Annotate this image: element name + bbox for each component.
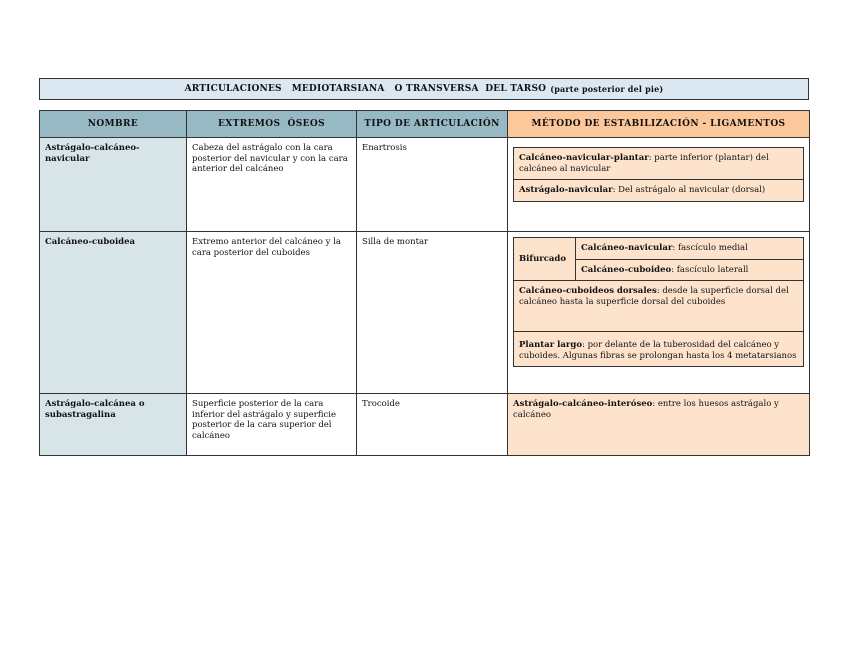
- table-row: [40, 138, 810, 232]
- row-nombre: Calcáneo-cuboidea: [40, 232, 187, 394]
- ligament-name: Calcáneo-cuboideos dorsales: [519, 286, 657, 296]
- row-ligamentos: [508, 138, 810, 232]
- header-tipo: TIPO DE ARTICULACIÓN: [357, 111, 508, 138]
- document-title-box: [39, 78, 809, 100]
- ligament-desc: : fascículo laterall: [671, 264, 749, 275]
- row-nombre: Astrágalo-calcánea o subastragalina: [40, 394, 187, 456]
- header-metodo: MÉTODO DE ESTABILIZACIÓN - LIGAMENTOS: [508, 111, 810, 138]
- bifurcado-item: [576, 259, 804, 281]
- header-extremos: EXTREMOS ÓSEOS: [187, 111, 357, 138]
- ligament-box: [513, 180, 804, 202]
- row-extremos: Cabeza del astrágalo con la cara posterior del navicular y con la cara anterior del calcáneo: [187, 138, 357, 232]
- ligament-box: [513, 281, 804, 332]
- title-main: ARTICULACIONES MEDIOTARSIANA O TRANSVERSA DEL TARSO: [184, 84, 547, 94]
- ligament-name: Astrágalo-calcáneo-interóseo: [513, 399, 653, 409]
- row-tipo: Trocoide: [357, 394, 508, 456]
- ligament-name: Calcáneo-cuboideo: [581, 264, 672, 275]
- table-row: [40, 232, 810, 394]
- ligament-name: Plantar largo: [519, 340, 583, 350]
- row-extremos: Superficie posterior de la cara inferior del astrágalo y superficie posterior de la cara superior del calcáneo: [187, 394, 357, 456]
- ligament-box: [513, 332, 804, 367]
- row-ligamentos: [508, 232, 810, 394]
- title-sub: (parte posterior del pie): [550, 84, 664, 94]
- ligament-desc: : parte inferior (plantar) del calcáneo al navicular: [519, 153, 769, 174]
- ligament-desc: : desde la superficie dorsal del calcáneo hasta la superficie dorsal del cuboides: [519, 286, 789, 307]
- bifurcado-item: [576, 238, 804, 260]
- ligament-name: Calcáneo-navicular: [581, 243, 673, 253]
- table-header-row: [40, 111, 810, 138]
- row-nombre: Astrágalo-calcáneo-navicular: [40, 138, 187, 232]
- ligament-desc: : fascículo medial: [672, 243, 748, 253]
- row-tipo: Silla de montar: [357, 232, 508, 394]
- ligament-desc: : Del astrágalo al navicular (dorsal): [612, 185, 766, 195]
- bifurcado-label: Bifurcado: [514, 238, 576, 281]
- ligament-desc: : por delante de la tuberosidad del calcáneo y cuboides. Algunas fibras se prolongan hasta los 4 metatarsianos: [519, 340, 797, 361]
- ligament-box: [513, 147, 804, 180]
- ligament-desc: : entre los huesos astrágalo y calcáneo: [513, 399, 779, 420]
- bifurcado-table: [513, 237, 804, 281]
- row-ligamentos: [508, 394, 810, 456]
- ligament-name: Calcáneo-navicular-plantar: [519, 153, 649, 163]
- header-nombre: NOMBRE: [40, 111, 187, 138]
- table-row: [40, 394, 810, 456]
- ligament-name: Astrágalo-navicular: [519, 185, 613, 195]
- row-tipo: Enartrosis: [357, 138, 508, 232]
- articulations-table: [39, 110, 810, 456]
- row-extremos: Extremo anterior del calcáneo y la cara posterior del cuboides: [187, 232, 357, 394]
